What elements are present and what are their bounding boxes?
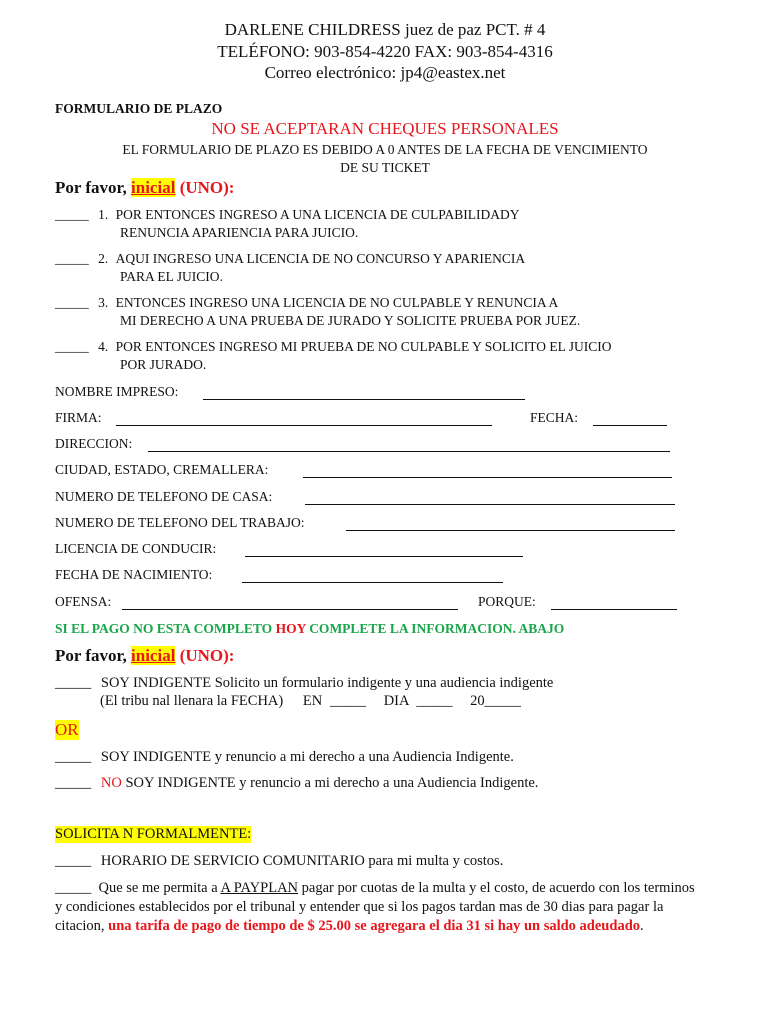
indigent-option-1[interactable]	[55, 675, 553, 692]
reason-label: PORQUE:	[478, 594, 536, 609]
initial-blank[interactable]: _____	[55, 853, 92, 869]
dia-blank: _____	[416, 693, 453, 709]
printed-name-label: NOMBRE IMPRESO:	[55, 384, 179, 399]
reason-field[interactable]	[551, 609, 677, 610]
plea-option-4-line2: POR JURADO.	[120, 357, 207, 372]
initial-heading-prefix: Por favor,	[55, 646, 132, 665]
license-label: LICENCIA DE CONDUCIR:	[55, 541, 217, 556]
initial-blank[interactable]: _____	[55, 295, 89, 310]
no-personal-checks-warning: NO SE ACEPTARAN CHEQUES PERSONALES	[211, 119, 559, 138]
initial-heading-word: inicial	[131, 178, 176, 197]
initial-blank[interactable]: _____	[55, 675, 92, 691]
initial-blank[interactable]: _____	[55, 749, 92, 765]
incomplete-payment-note	[55, 621, 564, 637]
initial-heading	[55, 178, 234, 198]
payplan-end: .	[640, 918, 644, 934]
initial-heading-prefix: Por favor,	[55, 178, 132, 197]
date-field[interactable]	[593, 425, 667, 426]
plea-option-1-line2: RENUNCIA APARIENCIA PARA JUICIO.	[120, 225, 359, 240]
en-blank: _____	[329, 693, 367, 709]
phone-fax-header: TELÉFONO: 903-854-4220 FAX: 903-854-4316	[217, 42, 553, 61]
offense-label: OFENSA:	[55, 594, 112, 609]
indigent-option-3[interactable]	[55, 775, 538, 792]
home-phone-field[interactable]	[305, 504, 675, 505]
work-phone-field[interactable]	[346, 530, 675, 531]
address-field[interactable]	[148, 451, 670, 452]
plea-text: POR ENTONCES INGRESO MI PRUEBA DE NO CULPABLE Y SOLICITO EL JUICIO	[115, 339, 612, 354]
note-today: HOY	[275, 621, 306, 636]
indigent-option-text: SOY INDIGENTE y renuncio a mi derecho a una Audiencia Indigente.	[121, 775, 539, 791]
or-label: OR	[55, 720, 79, 739]
plea-option-2[interactable]	[55, 251, 525, 267]
plea-text: AQUI INGRESO UNA LICENCIA DE NO CONCURSO Y APARIENCIA	[115, 251, 526, 266]
indigent-option-text: SOY INDIGENTE Solicito un formulario indigente y una audiencia indigente	[100, 675, 554, 691]
payplan-option[interactable]	[55, 879, 695, 936]
plea-number: 3.	[98, 295, 109, 310]
date-label: FECHA:	[530, 410, 579, 425]
signature-label: FIRMA:	[55, 410, 102, 425]
due-note-line2: DE SU TICKET	[340, 160, 430, 175]
initial-blank[interactable]: _____	[55, 207, 89, 222]
birth-date-label: FECHA DE NACIMIENTO:	[55, 567, 213, 582]
note-part1: SI EL PAGO NO ESTA COMPLETO	[55, 621, 276, 636]
indigent-option-1-line2	[100, 693, 521, 710]
signature-field[interactable]	[116, 425, 492, 426]
initial-blank[interactable]: _____	[55, 339, 89, 354]
plea-text: ENTONCES INGRESO UNA LICENCIA DE NO CULPABLE Y RENUNCIA A	[115, 295, 559, 310]
payplan-text-a: Que se me permita a	[98, 880, 221, 896]
judge-name-header: DARLENE CHILDRESS juez de paz PCT. # 4	[224, 20, 546, 39]
note-part2: COMPLETE LA INFORMACION. ABAJO	[305, 621, 565, 636]
printed-name-field[interactable]	[203, 399, 525, 400]
indigent-option-text: SOY INDIGENTE y renuncio a mi derecho a una Audiencia Indigente.	[100, 749, 514, 765]
birth-date-field[interactable]	[242, 582, 503, 583]
address-label: DIRECCION:	[55, 436, 133, 451]
city-state-zip-label: CIUDAD, ESTADO, CREMALLERA:	[55, 462, 269, 477]
plea-number: 4.	[98, 339, 109, 354]
payplan-text-b: pagar por cuotas de la multa y el costo, de acuerdo con los terminos y condiciones establecidos por el tribunal y entender que si los pagos tardan mas de 30 dias para pagar la citacion,	[55, 880, 695, 934]
work-phone-label: NUMERO DE TELEFONO DEL TRABAJO:	[55, 515, 305, 530]
plea-number: 2.	[98, 251, 109, 266]
payplan-term: A PAYPLAN	[220, 880, 299, 896]
home-phone-label: NUMERO DE TELEFONO DE CASA:	[55, 489, 273, 504]
formal-request-heading: SOLICITA N FORMALMENTE:	[55, 826, 252, 842]
community-service-option[interactable]	[55, 853, 503, 870]
plea-option-1[interactable]	[55, 207, 520, 223]
form-title: FORMULARIO DE PLAZO	[55, 101, 223, 116]
service-rest-text: para mi multa y costos.	[364, 853, 504, 869]
initial-heading-word: inicial	[131, 646, 176, 665]
plea-option-2-line2: PARA EL JUICIO.	[120, 269, 223, 284]
en-label: EN	[302, 693, 323, 709]
initial-heading-suffix: (UNO):	[175, 646, 235, 665]
service-caps-text: HORARIO DE SERVICIO COMUNITARIO	[100, 853, 365, 869]
late-fee-warning: una tarifa de pago de tiempo de $ 25.00 se agregara el dia 31 si hay un saldo adeudado	[108, 918, 641, 934]
indigent-option-2[interactable]	[55, 749, 514, 766]
email-header: Correo electrónico: jp4@eastex.net	[264, 63, 506, 82]
initial-blank[interactable]: _____	[55, 775, 92, 791]
year-blank: 20_____	[470, 693, 521, 709]
plea-option-4[interactable]	[55, 339, 612, 355]
due-note-line1: EL FORMULARIO DE PLAZO ES DEBIDO A 0 ANTES DE LA FECHA DE VENCIMIENTO	[122, 142, 648, 157]
license-field[interactable]	[245, 556, 523, 557]
initial-heading-suffix: (UNO):	[175, 178, 235, 197]
court-fills-date-text: (El tribu nal llenara la FECHA)	[100, 693, 284, 709]
not-word: NO	[100, 775, 122, 791]
dia-label: DIA	[383, 693, 409, 709]
plea-number: 1.	[98, 207, 109, 222]
plea-option-3[interactable]	[55, 295, 558, 311]
initial-blank[interactable]: _____	[55, 251, 89, 266]
initial-blank[interactable]: _____	[55, 880, 92, 896]
offense-field[interactable]	[122, 609, 458, 610]
plea-option-3-line2: MI DERECHO A UNA PRUEBA DE JURADO Y SOLICITE PRUEBA POR JUEZ.	[120, 313, 581, 328]
initial-heading-2	[55, 646, 234, 666]
city-state-zip-field[interactable]	[303, 477, 672, 478]
plea-text: POR ENTONCES INGRESO A UNA LICENCIA DE CULPABILIDADY	[115, 207, 520, 222]
